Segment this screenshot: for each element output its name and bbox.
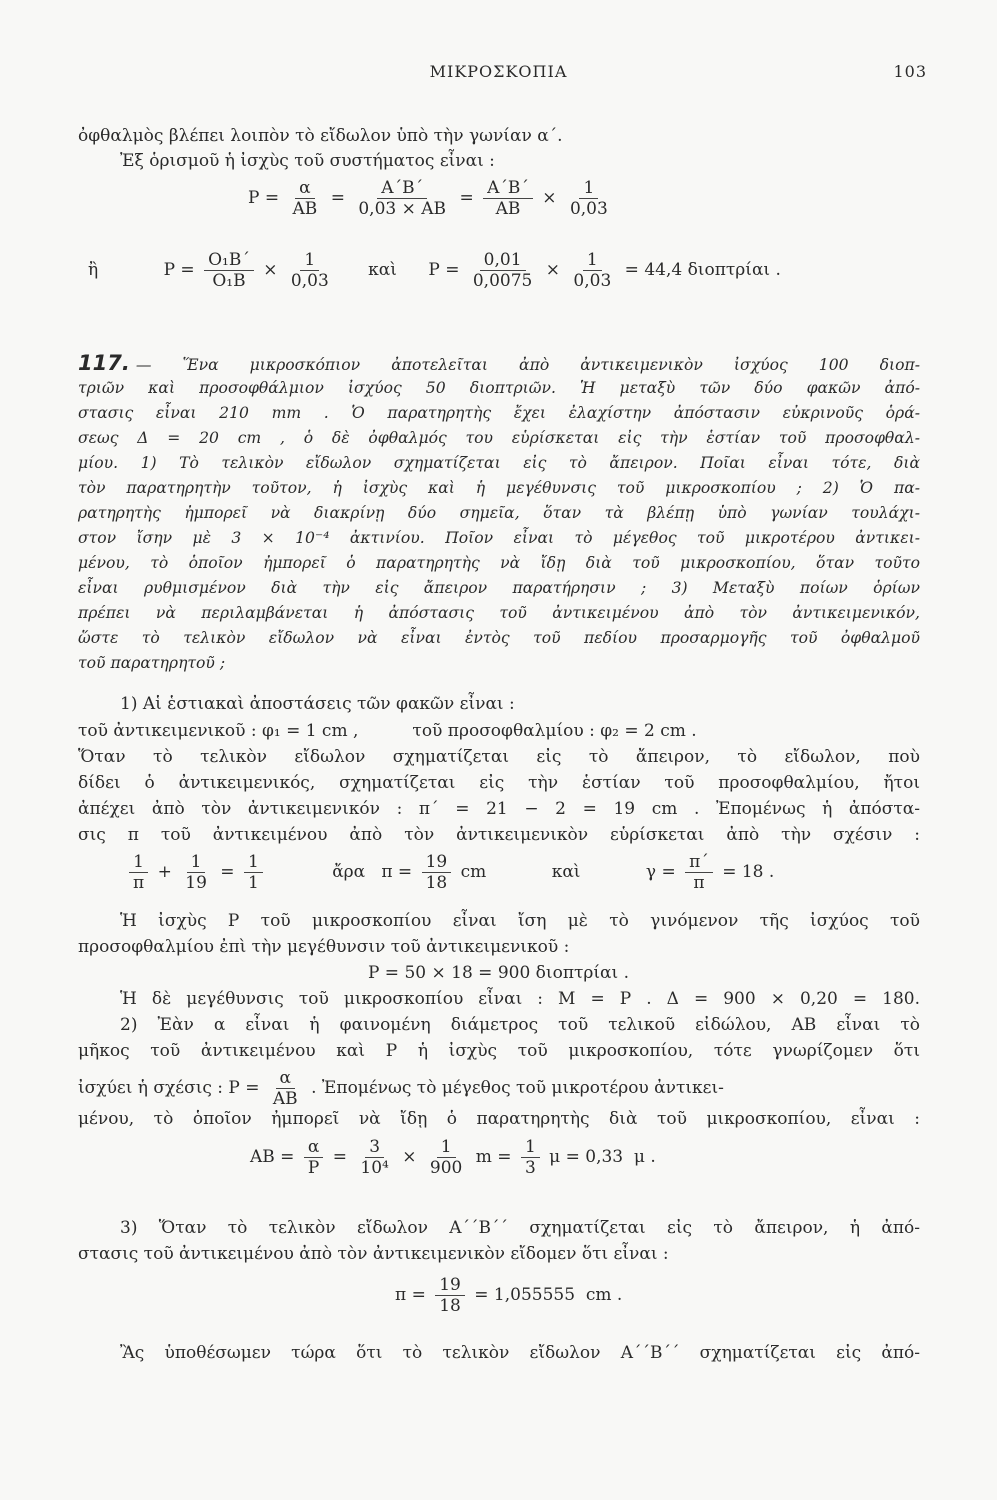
formula-term: m = xyxy=(475,1147,512,1167)
formula-term: cm xyxy=(460,862,487,882)
problem-line: μένου, τὸ ὁποῖον ἠμπορεῖ ὁ παρατηρητὴς νὰ ἴδῃ διὰ τοῦ μικροσκοπίου, ὅταν τοῦτο xyxy=(78,554,920,572)
problem-line: στον ἴσην μὲ 3 × 10⁻⁴ ἀκτινίου. Ποῖον εἶναι τὸ μέγεθος τοῦ μικροτέρου ἀντικει- xyxy=(78,529,920,547)
formula-term: μ = 0,33 μ . xyxy=(549,1147,656,1167)
formula-term: ἢ xyxy=(88,260,99,280)
fraction: $\frac{19}{18}$ xyxy=(422,852,452,893)
fraction: $\frac{1}{19}$ xyxy=(185,852,207,893)
formula-term: × xyxy=(402,1147,417,1167)
formula-term: = xyxy=(330,188,345,208)
page-header xyxy=(0,62,997,86)
formula-term: AB = xyxy=(250,1147,295,1167)
formula-term: = 1,055555 cm . xyxy=(474,1285,623,1305)
solution-line: Ὅταν τὸ τελικὸν εἴδωλον σχηματίζεται εἰς τὸ ἄπειρον, τὸ εἴδωλον, ποὺ xyxy=(78,747,920,767)
solution-line: Ἡ δὲ μεγέθυνσις τοῦ μικροσκοπίου εἶναι : M = P . Δ = 900 × 0,20 = 180. xyxy=(120,989,920,1009)
solution-line: 1) Αἱ ἑστιακαὶ ἀποστάσεις τῶν φακῶν εἶναι : xyxy=(120,694,515,714)
formula-term: = xyxy=(459,188,474,208)
fraction: $\frac{1}{0,03}$ xyxy=(573,250,612,291)
solution-line: P = 50 × 18 = 900 διοπτρίαι . xyxy=(367,963,630,983)
section-number: 117. xyxy=(78,351,130,375)
formula-min-object-size xyxy=(250,1137,656,1178)
formula-term: = xyxy=(220,862,235,882)
formula-term: + xyxy=(157,862,172,882)
fraction: $\frac{0,01}{0,0075}$ xyxy=(472,250,533,291)
problem-line: πρέπει νὰ περιλαμβάνεται ἡ ἀπόστασις τοῦ ἀντικειμένου ἀπὸ τὸν ἀντικειμενικόν, xyxy=(78,604,920,622)
page-number: 103 xyxy=(893,62,927,81)
fraction: $\frac{1}{\pi}$ xyxy=(129,852,148,893)
fraction: $\frac{1}{1}$ xyxy=(244,852,263,893)
formula-term: = 44,4 διοπτρίαι . xyxy=(624,260,781,280)
formula-term: = 18 . xyxy=(722,862,775,882)
formula-term: P = xyxy=(248,188,280,208)
fraction: $\frac{1}{0,03}$ xyxy=(290,250,329,291)
formula-power-value xyxy=(88,250,781,291)
problem-line: 117. — Ἕνα μικροσκόπιον ἀποτελεῖται ἀπὸ ἀντικειμενικὸν ἰσχύος 100 διοπ- xyxy=(78,351,920,375)
solution-line: 3) Ὅταν τὸ τελικὸν εἴδωλον A΄΄B΄΄ σχηματίζεται εἰς τὸ ἄπειρον, ἡ ἀπό- xyxy=(120,1218,920,1238)
formula-term: × xyxy=(263,260,278,280)
text-line: Ἂς ὑποθέσωμεν τώρα ὅτι τὸ τελικὸν εἴδωλον A΄΄B΄΄ σχηματίζεται εἰς ἀπό- xyxy=(120,1343,920,1363)
fraction: $\frac{\pi΄}{\pi}$ xyxy=(685,852,713,893)
formula-term: × xyxy=(545,260,560,280)
solution-line: ἀπέχει ἀπὸ τὸν ἀντικειμενικόν : π΄ = 21 − 2 = 19 cm . Ἐπομένως ἡ ἀπόστα- xyxy=(78,799,920,819)
formula-lens-relation xyxy=(125,852,774,893)
solution-line: ἰσχύει ἡ σχέσις : P = $\frac{\alpha}{AB}$ . Ἐπομένως τὸ μέγεθος τοῦ μικροτέρου ἀντικει- xyxy=(78,1068,724,1109)
text-line: ὀφθαλμὸς βλέπει λοιπὸν τὸ εἴδωλον ὑπὸ τὴν γωνίαν α΄. xyxy=(78,126,563,146)
problem-line: τριῶν καὶ προσοφθάλμιον ἰσχύος 50 διοπτριῶν. Ἡ μεταξὺ τῶν δύο φακῶν ἀπό- xyxy=(78,379,920,397)
problem-line: τὸν παρατηρητὴν τοῦτον, ἡ ἰσχὺς καὶ ἡ μεγέθυνσις τοῦ μικροσκοπίου ; 2) Ὁ πα- xyxy=(78,479,920,497)
problem-line: ρατηρητὴς ἠμπορεῖ νὰ διακρίνῃ δύο σημεῖα, ὅταν τὰ βλέπῃ ὑπὸ γωνίαν τουλάχι- xyxy=(78,504,920,522)
formula-term: P = xyxy=(428,260,460,280)
formula-term: καὶ xyxy=(551,862,581,882)
problem-line: μίου. 1) Τὸ τελικὸν εἴδωλον σχηματίζεται εἰς τὸ ἄπειρον. Ποῖαι εἶναι τότε, διὰ xyxy=(78,454,920,472)
fraction: $\frac{\alpha}{P}$ xyxy=(304,1137,323,1178)
solution-line: Ἡ ἰσχὺς P τοῦ μικροσκοπίου εἶναι ἴση μὲ τὸ γινόμενον τῆς ἰσχύος τοῦ xyxy=(120,911,920,931)
fraction: $\frac{1}{3}$ xyxy=(521,1137,540,1178)
formula-power-definition xyxy=(248,178,616,219)
formula-term: ἄρα π = xyxy=(332,862,413,882)
fraction: $\frac{A΄B΄}{0,03 \times AB}$ xyxy=(358,178,447,219)
solution-line: σις π τοῦ ἀντικειμένου ἀπὸ τὸν ἀντικειμενικὸν εὑρίσκεται ἀπὸ τὴν σχέσιν : xyxy=(78,825,920,845)
fraction: $\frac{A΄B΄}{AB}$ xyxy=(483,178,533,219)
solution-line: 2) Ἐὰν α εἶναι ἡ φαινομένη διάμετρος τοῦ τελικοῦ εἰδώλου, AB εἶναι τὸ xyxy=(120,1015,920,1035)
solution-line: μῆκος τοῦ ἀντικειμένου καὶ P ἡ ἰσχὺς τοῦ μικροσκοπίου, τότε γνωρίζομεν ὅτι xyxy=(78,1041,920,1061)
fraction: $\frac{\alpha}{AB}$ xyxy=(292,178,318,219)
problem-line: τοῦ παρατηρητοῦ ; xyxy=(78,654,226,672)
formula-term: καὶ xyxy=(368,260,397,280)
running-title: ΜΙΚΡΟΣΚΟΠΙΑ xyxy=(429,62,568,81)
formula-term: π = xyxy=(395,1285,426,1305)
problem-line: ὥστε τὸ τελικὸν εἴδωλον νὰ εἶναι ἐντὸς τοῦ πεδίου προσαρμογῆς τοῦ ὀφθαλμοῦ xyxy=(78,629,920,647)
fraction: $\frac{1}{0,03}$ xyxy=(569,178,608,219)
problem-line: εἶναι ρυθμισμένον διὰ τὴν εἰς ἄπειρον παρατήρησιν ; 3) Μεταξὺ ποίων ὁρίων xyxy=(78,579,920,597)
solution-line: στασις τοῦ ἀντικειμένου ἀπὸ τὸν ἀντικειμενικὸν εἴδομεν ὅτι εἶναι : xyxy=(78,1244,669,1264)
solution-line: μένου, τὸ ὁποῖον ἠμπορεῖ νὰ ἴδῃ ὁ παρατηρητὴς διὰ τοῦ μικροσκοπίου, εἶναι : xyxy=(78,1109,920,1129)
solution-line: τοῦ ἀντικειμενικοῦ : φ₁ = 1 cm , τοῦ προσοφθαλμίου : φ₂ = 2 cm . xyxy=(78,721,697,741)
formula-term: γ = xyxy=(645,862,676,882)
fraction: $\frac{1}{900}$ xyxy=(429,1137,463,1178)
fraction: $\frac{19}{18}$ xyxy=(435,1275,465,1316)
fraction: $\frac{\text{O₁B΄}}{\text{O₁B}}$ xyxy=(204,250,254,291)
formula-term: P = xyxy=(163,260,195,280)
problem-line: σεως Δ = 20 cm , ὁ δὲ ὀφθαλμός του εὑρίσκεται εἰς τὴν ἑστίαν τοῦ προσοφθαλ- xyxy=(78,429,920,447)
fraction: $\frac{\alpha}{AB}$ xyxy=(272,1068,298,1109)
solution-line: προσοφθαλμίου ἐπὶ τὴν μεγέθυνσιν τοῦ ἀντικειμενικοῦ : xyxy=(78,937,570,957)
problem-line: στασις εἶναι 210 mm . Ὁ παρατηρητὴς ἔχει ἐλαχίστην ἀπόστασιν εὐκρινοῦς ὁρά- xyxy=(78,404,920,422)
solution-line: δίδει ὁ ἀντικειμενικός, σχηματίζεται εἰς τὴν ἑστίαν τοῦ προσοφθαλμίου, ἤτοι xyxy=(78,773,920,793)
formula-term: × xyxy=(542,188,557,208)
formula-object-distance xyxy=(395,1275,622,1316)
formula-term: = xyxy=(332,1147,347,1167)
text-line: Ἐξ ὁρισμοῦ ἡ ἰσχὺς τοῦ συστήματος εἶναι : xyxy=(120,151,495,171)
fraction: $\frac{3}{\text{10⁴}}$ xyxy=(360,1137,389,1178)
